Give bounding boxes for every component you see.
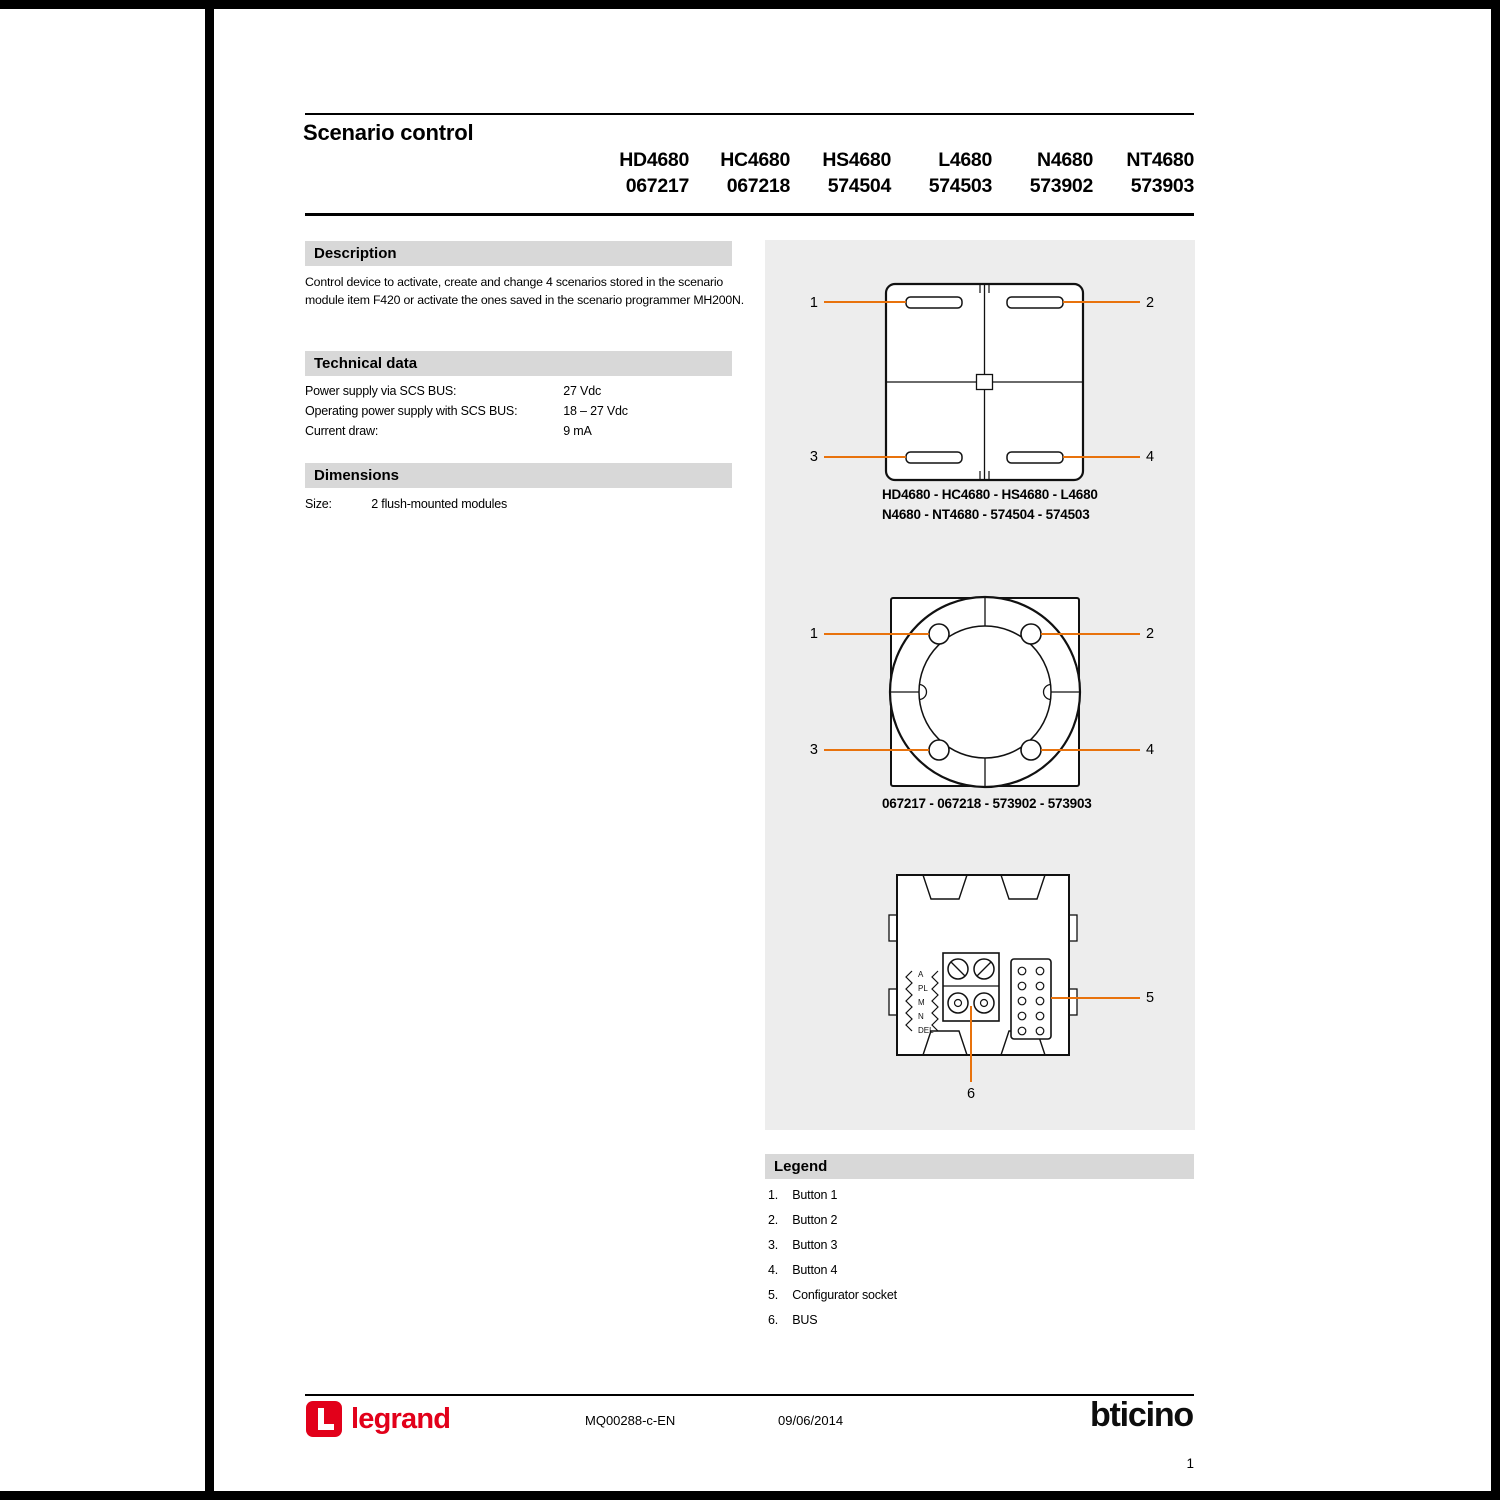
tech-row	[305, 424, 785, 438]
legend-item-number: 6.	[768, 1313, 779, 1327]
callout-number: 3	[809, 449, 818, 465]
legend-item-text: Configurator socket	[792, 1288, 897, 1302]
device-back-diagram	[885, 865, 1085, 1065]
size-value: 2 flush-mounted modules	[371, 497, 508, 511]
round-diagram-caption: 067217 - 067218 - 573902 - 573903	[882, 796, 1092, 811]
callout-leader-line	[1051, 997, 1140, 999]
page-frame-right	[1491, 0, 1500, 1500]
technical-data-section-header: Technical data	[305, 351, 732, 376]
callout-number: 2	[1146, 626, 1155, 642]
legend-item-text: Button 1	[792, 1188, 838, 1202]
product-column	[614, 147, 689, 199]
terminal-label: PL	[918, 984, 928, 993]
legend-item-number: 3.	[768, 1238, 779, 1252]
tech-value: 9 mA	[563, 424, 592, 438]
tech-label: Current draw:	[305, 424, 379, 438]
legend-item-text: Button 2	[792, 1213, 838, 1227]
description-text: Control device to activate, create and change 4 scenarios stored in the scenario module item F420 or activate the ones saved in the scenario programmer MH200N.	[305, 275, 744, 307]
legend-item-text: Button 4	[792, 1263, 838, 1277]
document-date: 09/06/2014	[778, 1413, 844, 1428]
callout-number: 4	[1146, 449, 1155, 465]
callout-leader-line	[824, 749, 929, 751]
terminal-label: DEL	[918, 1026, 934, 1035]
product-column	[1119, 147, 1194, 199]
legend-item-number: 2.	[768, 1213, 779, 1227]
model-code: 573902	[1029, 175, 1093, 197]
callout-leader-line	[824, 456, 906, 458]
callout-number: 1	[809, 626, 818, 642]
legend-item	[768, 1188, 1188, 1202]
legend-item	[768, 1263, 1188, 1277]
document-code: MQ00288-c-EN	[585, 1413, 676, 1428]
model-name: L4680	[938, 149, 992, 171]
callout-leader-line	[1063, 456, 1140, 458]
page-frame-bottom	[0, 1491, 1500, 1500]
callout-number: 3	[809, 742, 818, 758]
tech-row	[305, 384, 785, 398]
product-column	[1018, 147, 1093, 199]
model-code: 067217	[625, 175, 689, 197]
terminal-label: M	[918, 998, 925, 1007]
legend-item-text: Button 3	[792, 1238, 838, 1252]
callout-leader-line	[1063, 301, 1140, 303]
model-name: HS4680	[822, 149, 891, 171]
product-column	[715, 147, 790, 199]
square-diagram-caption-line1: HD4680 - HC4680 - HS4680 - L4680	[882, 487, 1098, 502]
model-name: HC4680	[720, 149, 790, 171]
product-code-table	[305, 147, 1194, 199]
legend-section-header: Legend	[765, 1154, 1194, 1179]
callout-number: 2	[1146, 295, 1155, 311]
description-section-header: Description	[305, 241, 732, 266]
square-device-front-diagram	[880, 276, 1090, 488]
header-bottom-rule	[305, 213, 1194, 216]
tech-label: Operating power supply with SCS BUS:	[305, 404, 518, 418]
callout-leader-line	[1041, 633, 1140, 635]
model-code: 574504	[827, 175, 891, 197]
page-title: Scenario control	[303, 120, 474, 145]
terminal-label: A	[918, 970, 924, 979]
legend-item-text: BUS	[792, 1313, 818, 1327]
legrand-logo	[305, 1400, 450, 1438]
page-frame-left	[205, 0, 214, 1500]
tech-value: 18 – 27 Vdc	[563, 404, 628, 418]
terminal-label: N	[918, 1012, 924, 1021]
callout-number: 1	[809, 295, 818, 311]
square-diagram-caption-line2: N4680 - NT4680 - 574504 - 574503	[882, 507, 1090, 522]
legend-item	[768, 1238, 1188, 1252]
bticino-logo: bticino	[1089, 1396, 1193, 1434]
callout-leader-line	[970, 1006, 972, 1082]
legend-item	[768, 1288, 1188, 1302]
tech-value: 27 Vdc	[563, 384, 601, 398]
legend-item-number: 5.	[768, 1288, 779, 1302]
model-name: NT4680	[1126, 149, 1194, 171]
dimensions-row	[305, 497, 785, 511]
header-top-rule	[305, 113, 1194, 115]
callout-number: 4	[1146, 742, 1155, 758]
page-frame-top	[0, 0, 1500, 9]
callout-leader-line	[1041, 749, 1140, 751]
model-code: 573903	[1130, 175, 1194, 197]
round-device-front-diagram	[880, 588, 1090, 798]
product-column	[917, 147, 992, 199]
legend-item	[768, 1213, 1188, 1227]
product-column	[816, 147, 891, 199]
callout-leader-line	[824, 633, 929, 635]
size-label: Size:	[305, 497, 332, 511]
callout-leader-line	[824, 301, 906, 303]
dimensions-section-header: Dimensions	[305, 463, 732, 488]
legend-item	[768, 1313, 1188, 1327]
callout-number: 5	[1146, 990, 1155, 1006]
legend-item-number: 4.	[768, 1263, 779, 1277]
callout-number: 6	[966, 1086, 976, 1102]
model-code: 067218	[726, 175, 790, 197]
model-code: 574503	[928, 175, 992, 197]
legrand-mark-icon	[305, 1400, 343, 1438]
legrand-wordmark: legrand	[351, 1402, 451, 1435]
page-number: 1	[1186, 1456, 1194, 1471]
tech-label: Power supply via SCS BUS:	[305, 384, 457, 398]
model-name: HD4680	[619, 149, 689, 171]
legend-item-number: 1.	[768, 1188, 779, 1202]
model-name: N4680	[1037, 149, 1093, 171]
tech-row	[305, 404, 785, 418]
